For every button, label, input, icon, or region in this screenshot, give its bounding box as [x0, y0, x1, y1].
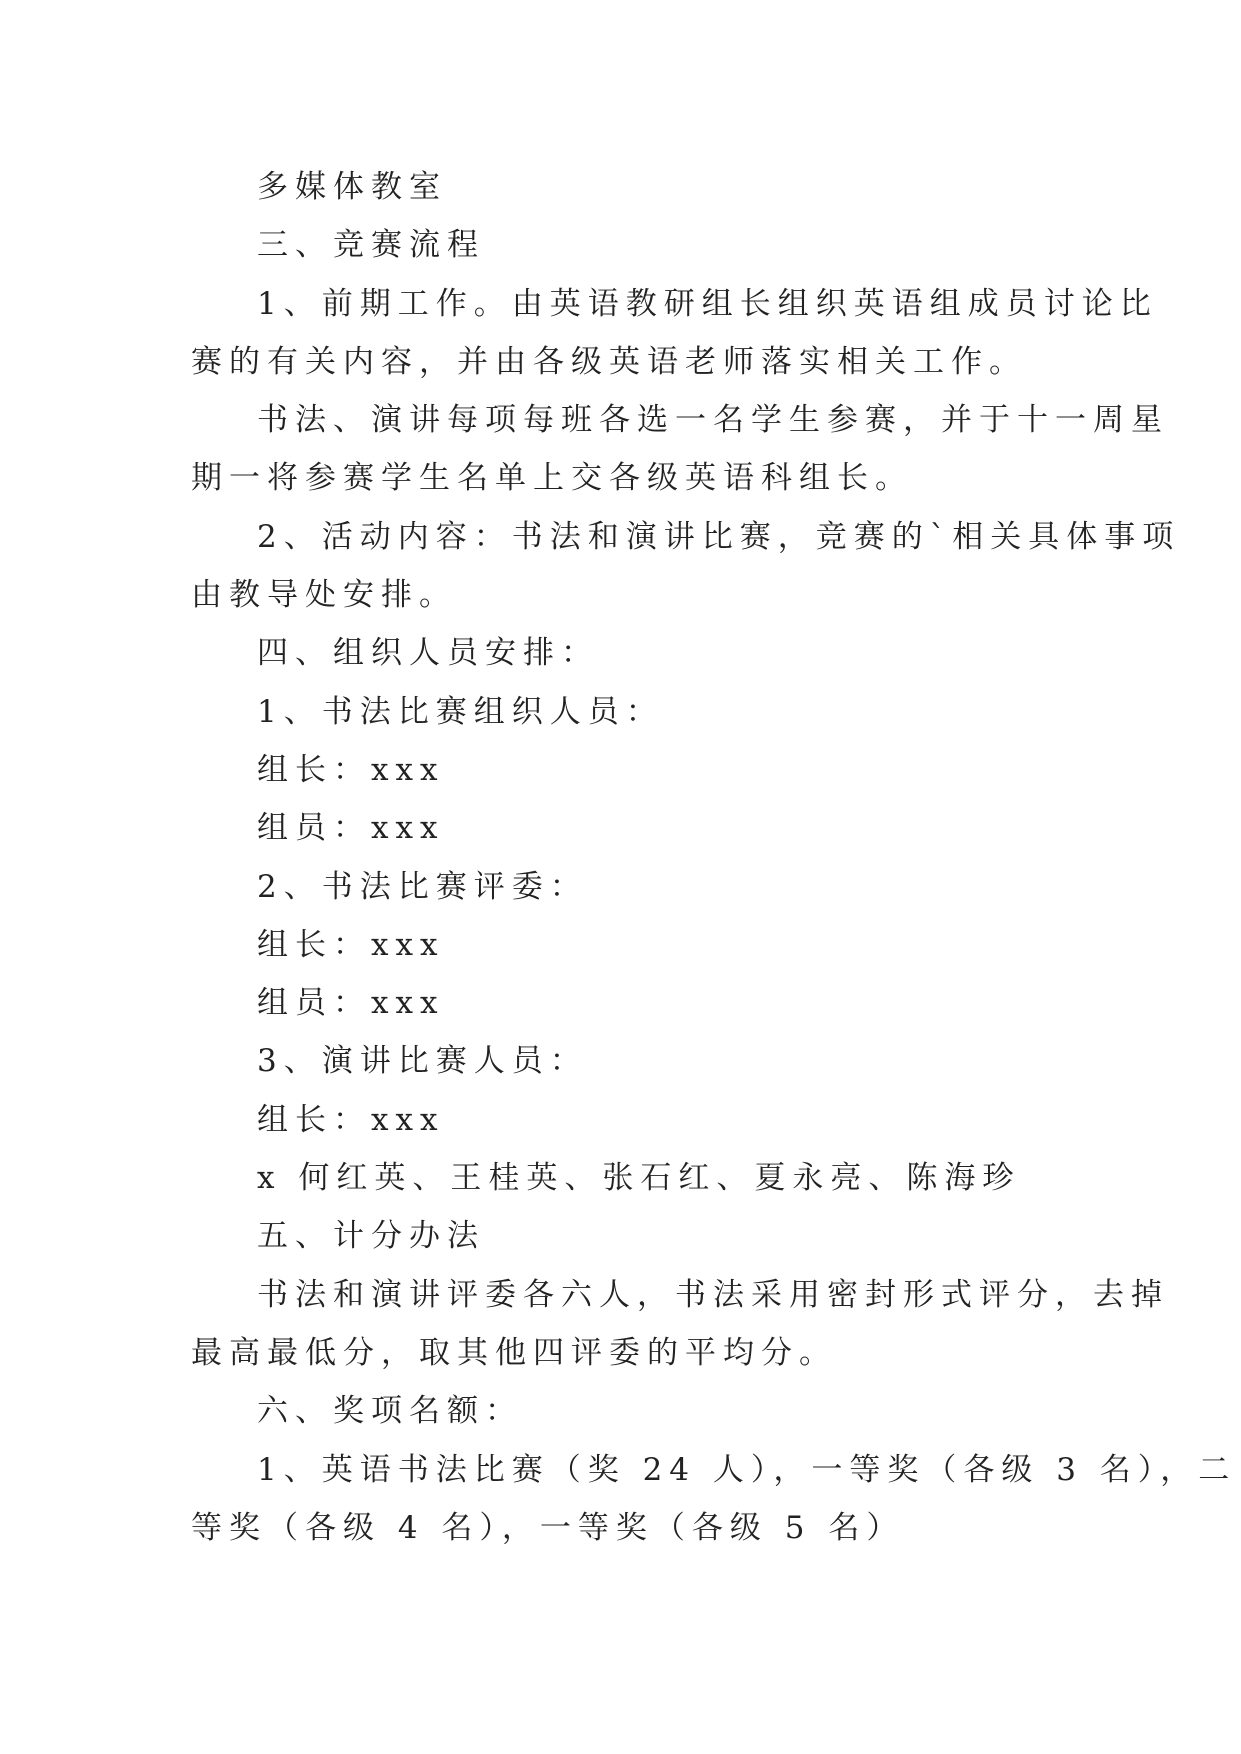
subheading-calligraphy-organizers: 1、书法比赛组织人员： — [257, 693, 664, 730]
section-heading-competition-process: 三、竞赛流程 — [257, 227, 485, 264]
paragraph-scoring-cont: 最高最低分，取其他四评委的平均分。 — [191, 1334, 837, 1371]
section-heading-awards: 六、奖项名额： — [257, 1393, 523, 1430]
subheading-calligraphy-judges: 2、书法比赛评委： — [257, 868, 588, 905]
paragraph-activity-content: 2、活动内容：书法和演讲比赛，竞赛的`相关具体事项 — [257, 518, 1181, 555]
paragraph-awards: 1、英语书法比赛（奖 24 人），一等奖（各级 3 名），二 — [257, 1451, 1237, 1488]
subheading-speech-staff: 3、演讲比赛人员： — [257, 1043, 588, 1080]
line-group-leader: 组长：xxx — [257, 1101, 445, 1138]
paragraph-activity-content-cont: 由教导处安排。 — [191, 577, 457, 614]
line-group-member: 组员：xxx — [257, 985, 445, 1022]
line-member-names: x 何红英、王桂英、张石红、夏永亮、陈海珍 — [257, 1160, 1021, 1197]
paragraph-participants: 书法、演讲每项每班各选一名学生参赛，并于十一周星 — [257, 402, 1169, 439]
paragraph-preparation-cont: 赛的有关内容，并由各级英语老师落实相关工作。 — [191, 343, 1027, 380]
paragraph-venue: 多媒体教室 — [257, 169, 447, 205]
document-body — [191, 158, 1237, 1557]
paragraph-participants-cont: 期一将参赛学生名单上交各级英语科组长。 — [191, 460, 913, 497]
line-group-leader: 组长：xxx — [257, 926, 445, 963]
section-heading-scoring: 五、计分办法 — [257, 1218, 485, 1255]
paragraph-scoring: 书法和演讲评委各六人，书法采用密封形式评分，去掉 — [257, 1276, 1169, 1313]
line-group-member: 组员：xxx — [257, 810, 445, 847]
line-group-leader: 组长：xxx — [257, 751, 445, 788]
paragraph-preparation: 1、前期工作。由英语教研组长组织英语组成员讨论比 — [257, 285, 1158, 322]
paragraph-awards-cont: 等奖（各级 4 名），一等奖（各级 5 名） — [191, 1509, 905, 1546]
section-heading-staff: 四、组织人员安排： — [257, 635, 599, 672]
